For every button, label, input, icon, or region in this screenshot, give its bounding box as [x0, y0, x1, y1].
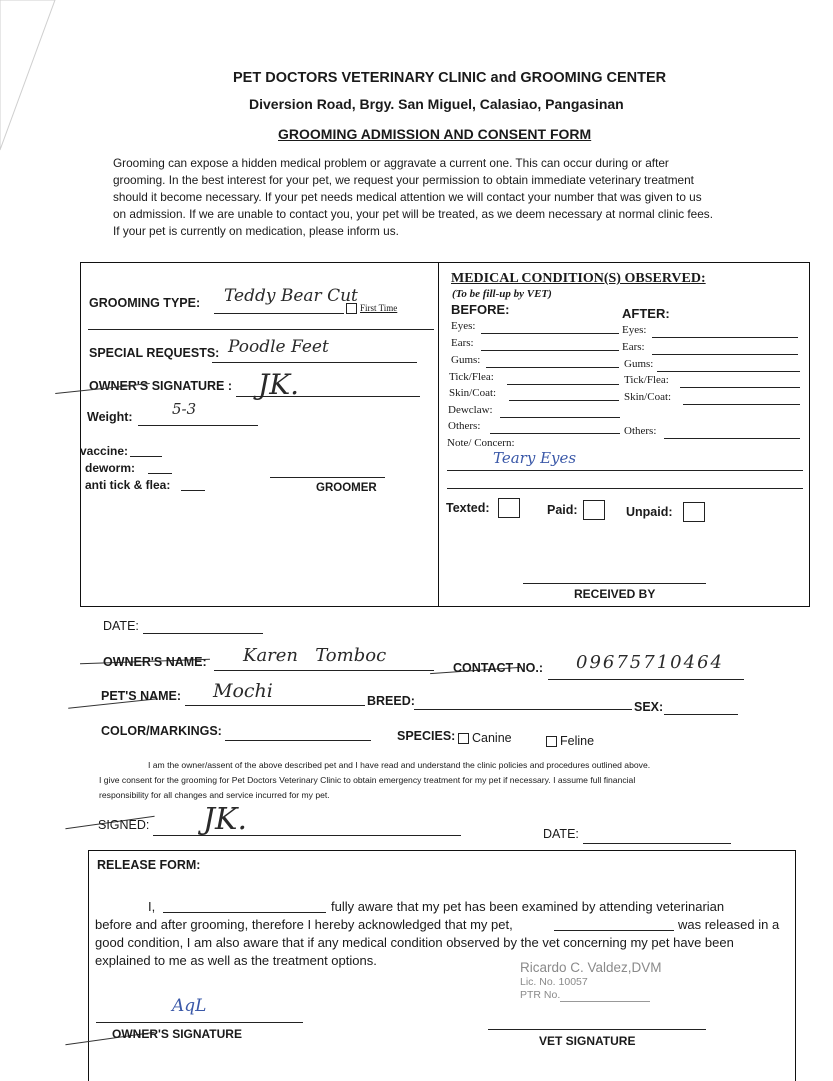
first-time-checkbox[interactable]: [346, 303, 397, 314]
before-field: [486, 367, 619, 368]
grooming-type-line-2: [88, 329, 434, 330]
folded-corner: [0, 0, 60, 160]
clinic-address: Diversion Road, Brgy. San Miguel, Calasiao, Pangasinan: [249, 96, 624, 112]
first-time-label: First Time: [360, 303, 398, 313]
intro-line: on admission. If we are unable to contact you, your pet will be treated, as we deem necessary at normal clinic fees.: [113, 207, 713, 221]
medical-condition-title: MEDICAL CONDITION(S) OBSERVED:: [451, 271, 706, 286]
grooming-type-value[interactable]: Teddy Bear Cut: [224, 286, 358, 306]
grooming-type-label: GROOMING TYPE:: [89, 296, 201, 310]
breed-label: BREED:: [367, 694, 415, 708]
after-item: Skin/Coat:: [624, 391, 672, 403]
before-item: Dewclaw:: [448, 404, 493, 416]
owner-signature-label: OWNER'S SIGNATURE :: [89, 379, 233, 393]
before-field: [509, 400, 619, 401]
breed-field: [414, 709, 632, 710]
release-line-4: explained to me as well as the treatment options.: [95, 953, 377, 968]
vet-stamp-ptr: PTR No.: [520, 989, 561, 1001]
signed-value[interactable]: JK.: [203, 802, 247, 837]
pet-name-label: PET'S NAME:: [101, 689, 182, 703]
intro-line: should it become necessary. If your pet needs medical attention we will contact your number that was given to us: [113, 190, 702, 204]
owner-signature-value[interactable]: JK.: [258, 368, 300, 401]
vet-stamp-line: [560, 1001, 650, 1002]
after-item: Tick/Flea:: [624, 374, 669, 386]
after-field: [652, 354, 798, 355]
release-owner-signature-field: [96, 1022, 303, 1023]
pet-name-field: [185, 705, 365, 706]
after-field: [664, 438, 800, 439]
before-item: Eyes:: [451, 320, 476, 332]
unpaid-label: Unpaid:: [626, 505, 673, 519]
vaccine-field: [130, 456, 162, 457]
after-item: Ears:: [622, 341, 645, 353]
intro-line: grooming. In the best interest for your pet, we request your permission to obtain immediate veterinary treatment: [113, 173, 694, 187]
special-requests-field: [212, 362, 417, 363]
intro-paragraph: [113, 155, 773, 240]
contact-value[interactable]: 09675710464: [576, 652, 724, 673]
sex-label: SEX:: [634, 700, 664, 714]
release-line-2a: before and after grooming, therefore I hereby acknowledged that my pet,: [95, 917, 513, 932]
owner-name-label: OWNER'S NAME:: [103, 655, 207, 669]
checkbox-icon[interactable]: [458, 733, 469, 744]
feline-option[interactable]: [546, 734, 594, 748]
vet-signature-label: VET SIGNATURE: [539, 1034, 636, 1048]
medical-condition-subtitle: (To be fill-up by VET): [452, 288, 552, 300]
paid-label: Paid:: [547, 503, 578, 517]
anti-tick-label: anti tick & flea:: [85, 478, 171, 492]
consent-date-label: DATE:: [543, 827, 579, 841]
note-line-2: [447, 488, 803, 489]
release-line-2b: was released in a: [678, 917, 780, 932]
received-by-label: RECEIVED BY: [574, 587, 656, 601]
intro-line: If your pet is currently on medication, please inform us.: [113, 224, 399, 238]
after-item: Others:: [624, 425, 657, 437]
after-item: Gums:: [624, 358, 654, 370]
checkbox-icon[interactable]: [346, 303, 357, 314]
before-item: Gums:: [451, 354, 481, 366]
weight-value[interactable]: 5-3: [172, 400, 197, 418]
signed-label: SIGNED:: [98, 818, 150, 832]
groomer-line: [270, 477, 385, 478]
unpaid-checkbox[interactable]: [683, 502, 705, 522]
clinic-name: PET DOCTORS VETERINARY CLINIC and GROOMING CENTER: [233, 70, 667, 86]
texted-label: Texted:: [446, 501, 490, 515]
vaccine-label: vaccine:: [80, 444, 129, 458]
received-by-line: [523, 583, 706, 584]
note-value[interactable]: Teary Eyes: [493, 449, 577, 467]
before-item: Skin/Coat:: [449, 387, 497, 399]
consent-line-2: I give consent for the grooming for Pet Doctors Veterinary Clinic to obtain emergency treatment for my pet if necessary. I assume full financial: [99, 775, 636, 785]
release-name-field: [163, 912, 326, 913]
release-title: RELEASE FORM:: [97, 858, 201, 872]
before-label: BEFORE:: [451, 302, 510, 317]
species-label: SPECIES:: [397, 729, 456, 743]
owner-name-field: [214, 670, 434, 671]
consent-date-field: [583, 843, 731, 844]
canine-option[interactable]: [458, 731, 512, 745]
color-label: COLOR/MARKINGS:: [101, 724, 222, 738]
before-field: [500, 417, 620, 418]
vet-stamp-lic: Lic. No. 10057: [520, 976, 588, 988]
form-title: GROOMING ADMISSION AND CONSENT FORM: [278, 126, 592, 142]
before-item: Ears:: [451, 337, 474, 349]
deworm-label: deworm:: [85, 461, 136, 475]
anti-tick-field: [181, 490, 205, 491]
release-pet-field: [554, 930, 674, 931]
after-field: [680, 387, 800, 388]
contact-label: CONTACT NO.:: [453, 661, 544, 675]
note-line-1: [447, 470, 803, 471]
before-item: Others:: [448, 420, 481, 432]
date-label: DATE:: [103, 619, 139, 633]
after-field: [652, 337, 798, 338]
release-line-1b: fully aware that my pet has been examined by attending veterinarian: [331, 899, 725, 914]
box-divider: [438, 262, 439, 607]
checkbox-icon[interactable]: [546, 736, 557, 747]
owner-name-value[interactable]: Karen Tomboc: [243, 645, 387, 666]
release-owner-signature-value[interactable]: AqL: [172, 996, 207, 1016]
note-label: Note/ Concern:: [447, 437, 515, 449]
release-text: [95, 898, 795, 970]
owner-signature-field: [236, 396, 420, 397]
before-field: [507, 384, 619, 385]
special-requests-label: SPECIAL REQUESTS:: [89, 346, 220, 360]
pet-name-value[interactable]: Mochi: [213, 680, 273, 702]
before-field: [481, 350, 619, 351]
sex-field: [664, 714, 738, 715]
intro-line: Grooming can expose a hidden medical problem or aggravate a current one. This can occur during or after: [113, 156, 669, 170]
weight-field: [138, 425, 258, 426]
vet-stamp-name: Ricardo C. Valdez,DVM: [520, 960, 662, 975]
before-field: [481, 333, 619, 334]
weight-label: Weight:: [87, 410, 133, 424]
deworm-field: [148, 473, 172, 474]
consent-line-3: responsibility for all changes and service incurred for my pet.: [99, 790, 330, 800]
grooming-box: [80, 262, 810, 607]
signed-field: [153, 835, 461, 836]
paid-checkbox[interactable]: [583, 500, 605, 520]
release-line-3: good condition, I am also aware that if any medical condition observed by the vet concerning my pet have been: [95, 935, 734, 950]
after-item: Eyes:: [622, 324, 647, 336]
date-field: [143, 633, 263, 634]
after-field: [657, 371, 800, 372]
before-item: Tick/Flea:: [449, 371, 494, 383]
texted-checkbox[interactable]: [498, 498, 520, 518]
special-requests-value[interactable]: Poodle Feet: [228, 337, 329, 357]
contact-field: [548, 679, 744, 680]
canine-label: Canine: [472, 731, 512, 745]
before-field: [490, 433, 620, 434]
release-line-1a: I,: [148, 899, 156, 914]
release-owner-signature-label: OWNER'S SIGNATURE: [112, 1027, 242, 1041]
color-field: [225, 740, 371, 741]
vet-signature-field: [488, 1029, 706, 1030]
consent-line-1: I am the owner/assent of the above described pet and I have read and understand the clinic policies and procedures outlined above.: [148, 760, 651, 770]
groomer-label: GROOMER: [316, 482, 377, 494]
after-field: [683, 404, 800, 405]
feline-label: Feline: [560, 734, 595, 748]
grooming-type-field: [214, 313, 344, 314]
after-label: AFTER:: [622, 306, 670, 321]
